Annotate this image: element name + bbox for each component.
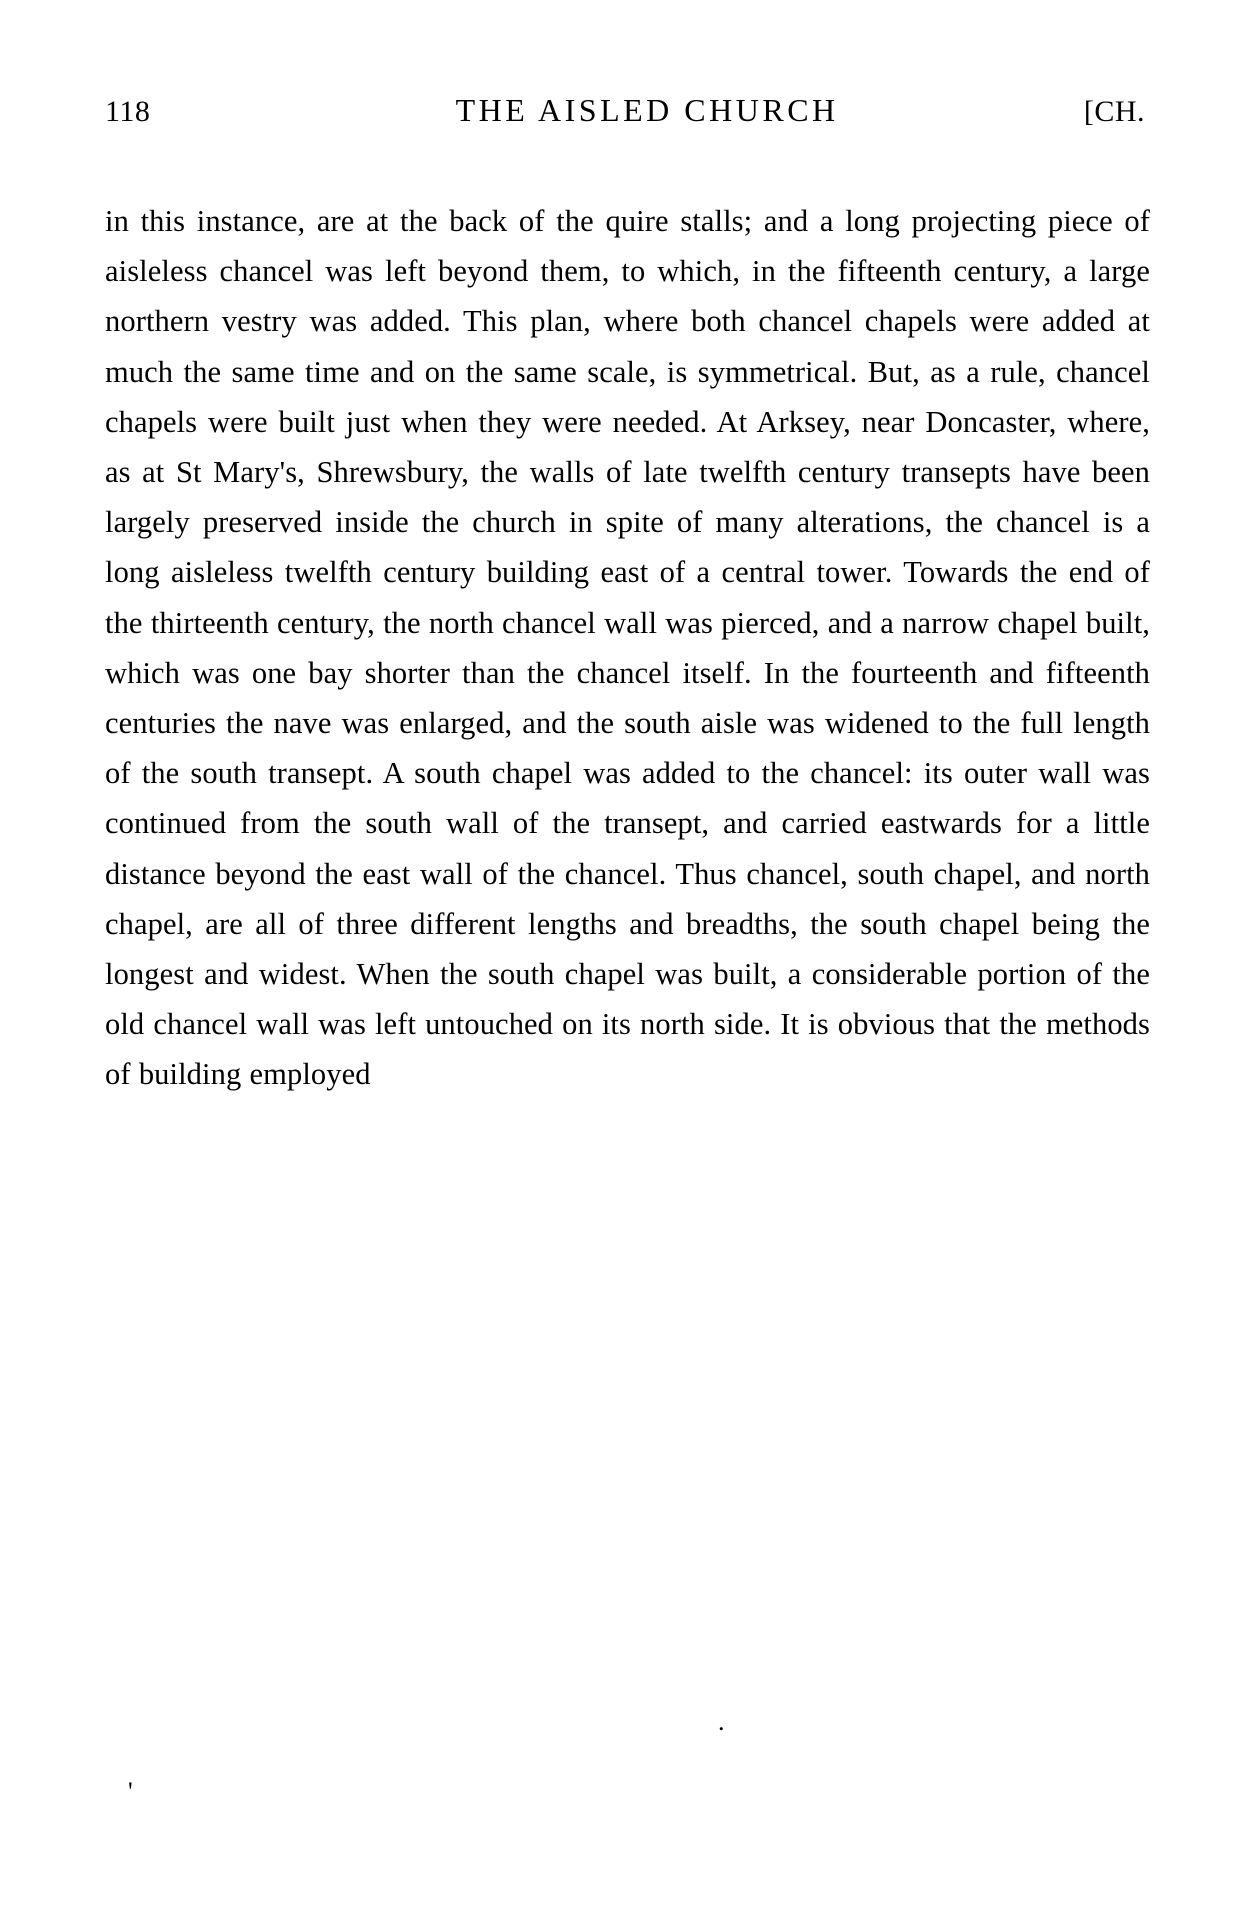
page-speck-left: ': [128, 1777, 133, 1806]
body-text: [105, 196, 1150, 1100]
running-title: THE AISLED CHURCH: [455, 92, 839, 128]
page-header: [105, 92, 1145, 129]
chapter-marker: [CH.: [1083, 95, 1145, 128]
paragraph: in this instance, are at the back of the quire stalls; and a long projecting piece of aisleless chancel was left beyond them, to which, in the fifteenth century, a large northern vestry was added. This plan, where both chancel chapels were added at much the same time and on the same scale, is symmetrical. But, as a rule, chancel chapels were built just when they were needed. At Arksey, near Doncaster, where, as at St Mary's, Shrewsbury, the walls of late twelfth century transepts have been largely preserved inside the church in spite of many alterations, the chancel is a long aisleless twelfth century building east of a central tower. Towards the end of the thirteenth century, the north chancel wall was pierced, and a narrow chapel built, which was one bay shorter than the chancel itself. In the fourteenth and fifteenth centuries the nave was enlarged, and the south aisle was widened to the full length of the south transept. A south chapel was added to the chancel: its outer wall was continued from the south wall of the transept, and carried eastwards for a little distance beyond the east wall of the chancel. Thus chancel, south chapel, and north chapel, are all of three different lengths and breadths, the south chapel being the longest and widest. When the south chapel was built, a considerable portion of the old chancel wall was left untouched on its north side. It is obvious that the methods of building employed: [105, 204, 1150, 1092]
page-speck-center: .: [718, 1707, 725, 1736]
page-number: 118: [105, 95, 151, 128]
